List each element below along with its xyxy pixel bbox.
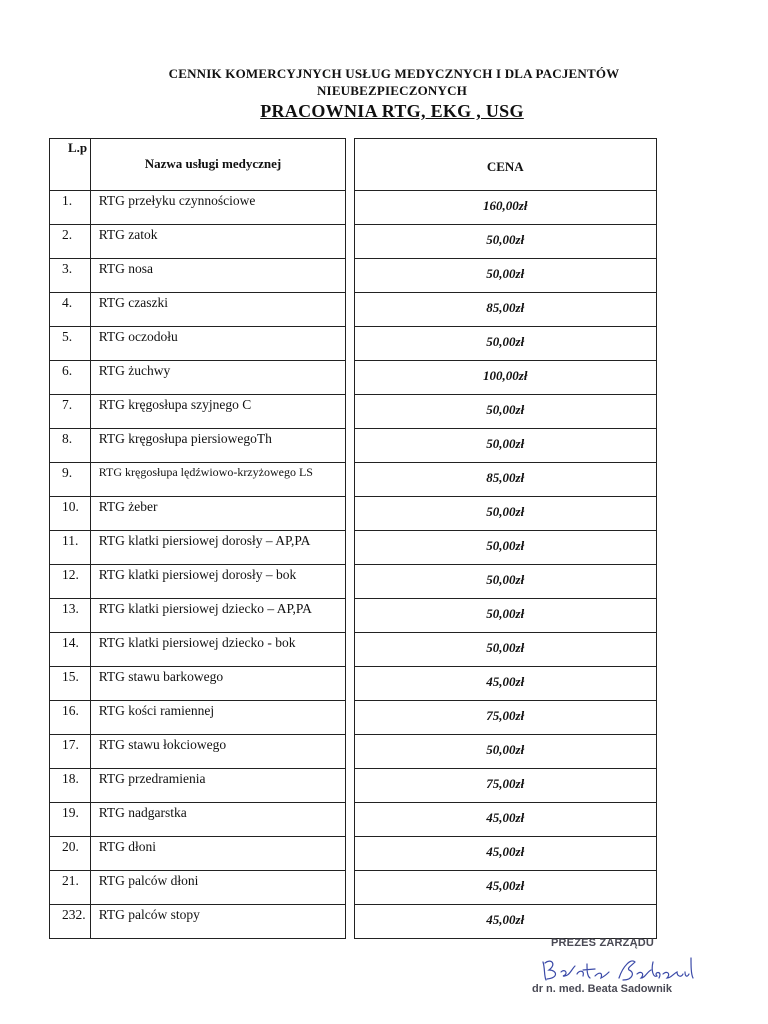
column-divider bbox=[346, 531, 354, 565]
table-row bbox=[50, 293, 657, 327]
service-name: RTG palców stopy bbox=[90, 905, 346, 939]
column-divider bbox=[346, 769, 354, 803]
service-price: 50,00zł bbox=[354, 259, 657, 293]
service-name: RTG dłoni bbox=[90, 837, 346, 871]
signature-stamp: dr n. med. Beata Sadownik bbox=[532, 983, 672, 995]
table-row bbox=[50, 769, 657, 803]
service-price: 50,00zł bbox=[354, 429, 657, 463]
row-number: 12. bbox=[50, 565, 91, 599]
table-row bbox=[50, 531, 657, 565]
service-price: 50,00zł bbox=[354, 497, 657, 531]
service-price: 160,00zł bbox=[354, 191, 657, 225]
service-name: RTG palców dłoni bbox=[90, 871, 346, 905]
column-header-service-name: Nazwa usługi medycznej bbox=[90, 139, 346, 191]
row-number: 5. bbox=[50, 327, 91, 361]
service-name: RTG stawu łokciowego bbox=[90, 735, 346, 769]
service-price: 45,00zł bbox=[354, 837, 657, 871]
service-price: 45,00zł bbox=[354, 871, 657, 905]
column-header-lp: L.p bbox=[50, 139, 91, 191]
service-name: RTG kręgosłupa szyjnego C bbox=[90, 395, 346, 429]
table-row bbox=[50, 735, 657, 769]
table-row bbox=[50, 599, 657, 633]
service-name: RTG nosa bbox=[90, 259, 346, 293]
service-price: 75,00zł bbox=[354, 769, 657, 803]
table-row bbox=[50, 429, 657, 463]
row-number: 6. bbox=[50, 361, 91, 395]
column-divider bbox=[346, 395, 354, 429]
service-name: RTG klatki piersiowej dziecko – AP,PA bbox=[90, 599, 346, 633]
column-divider bbox=[346, 667, 354, 701]
column-divider bbox=[346, 871, 354, 905]
column-divider bbox=[346, 327, 354, 361]
table-row bbox=[50, 327, 657, 361]
column-divider bbox=[346, 837, 354, 871]
service-name: RTG zatok bbox=[90, 225, 346, 259]
service-name: RTG kręgosłupa piersiowegoTh bbox=[90, 429, 346, 463]
department-title: PRACOWNIA RTG, EKG , USG bbox=[260, 101, 524, 121]
column-divider bbox=[346, 191, 354, 225]
service-price: 50,00zł bbox=[354, 599, 657, 633]
column-divider bbox=[346, 599, 354, 633]
row-number: 4. bbox=[50, 293, 91, 327]
table-row bbox=[50, 837, 657, 871]
table-row bbox=[50, 803, 657, 837]
table-row bbox=[50, 565, 657, 599]
column-divider bbox=[346, 633, 354, 667]
row-number: 11. bbox=[50, 531, 91, 565]
service-price: 45,00zł bbox=[354, 667, 657, 701]
column-divider bbox=[346, 293, 354, 327]
row-number: 3. bbox=[50, 259, 91, 293]
service-price: 85,00zł bbox=[354, 463, 657, 497]
row-number: 232. bbox=[50, 905, 91, 939]
service-price: 45,00zł bbox=[354, 905, 657, 939]
service-price: 50,00zł bbox=[354, 735, 657, 769]
column-divider bbox=[346, 361, 354, 395]
service-name: RTG oczodołu bbox=[90, 327, 346, 361]
column-divider bbox=[346, 497, 354, 531]
table-row bbox=[50, 871, 657, 905]
row-number: 1. bbox=[50, 191, 91, 225]
table-row bbox=[50, 225, 657, 259]
service-price: 50,00zł bbox=[354, 565, 657, 599]
table-row bbox=[50, 633, 657, 667]
signature-title: PREZES ZARZĄDU bbox=[551, 937, 655, 949]
column-divider bbox=[346, 259, 354, 293]
column-divider bbox=[346, 565, 354, 599]
table-row bbox=[50, 361, 657, 395]
table-row bbox=[50, 259, 657, 293]
service-name: RTG klatki piersiowej dziecko - bok bbox=[90, 633, 346, 667]
column-divider bbox=[346, 701, 354, 735]
pricelist-heading: CENNIK KOMERCYJNYCH USŁUG MEDYCZNYCH I DLA PACJENTÓW bbox=[168, 66, 620, 81]
service-name: RTG żuchwy bbox=[90, 361, 346, 395]
service-name: RTG kości ramiennej bbox=[90, 701, 346, 735]
service-price: 50,00zł bbox=[354, 327, 657, 361]
service-price: 50,00zł bbox=[354, 225, 657, 259]
row-number: 7. bbox=[50, 395, 91, 429]
service-price: 75,00zł bbox=[354, 701, 657, 735]
column-divider bbox=[346, 139, 354, 191]
service-name: RTG stawu barkowego bbox=[90, 667, 346, 701]
service-name: RTG klatki piersiowej dorosły – bok bbox=[90, 565, 346, 599]
row-number: 10. bbox=[50, 497, 91, 531]
service-price: 50,00zł bbox=[354, 395, 657, 429]
service-name: RTG czaszki bbox=[90, 293, 346, 327]
row-number: 18. bbox=[50, 769, 91, 803]
service-price: 50,00zł bbox=[354, 633, 657, 667]
column-divider bbox=[346, 803, 354, 837]
column-divider bbox=[346, 905, 354, 939]
service-name: RTG nadgarstka bbox=[90, 803, 346, 837]
price-table bbox=[49, 138, 657, 939]
row-number: 17. bbox=[50, 735, 91, 769]
column-header-price: CENA bbox=[354, 139, 657, 191]
row-number: 21. bbox=[50, 871, 91, 905]
service-name: RTG klatki piersiowej dorosły – AP,PA bbox=[90, 531, 346, 565]
row-number: 8. bbox=[50, 429, 91, 463]
table-row bbox=[50, 395, 657, 429]
row-number: 20. bbox=[50, 837, 91, 871]
service-name: RTG przedramienia bbox=[90, 769, 346, 803]
table-row bbox=[50, 463, 657, 497]
row-number: 13. bbox=[50, 599, 91, 633]
handwritten-signature bbox=[535, 948, 700, 988]
service-price: 100,00zł bbox=[354, 361, 657, 395]
service-name: RTG kręgosłupa lędźwiowo-krzyżowego LS bbox=[90, 463, 346, 497]
row-number: 15. bbox=[50, 667, 91, 701]
row-number: 19. bbox=[50, 803, 91, 837]
service-price: 85,00zł bbox=[354, 293, 657, 327]
column-divider bbox=[346, 735, 354, 769]
table-row bbox=[50, 905, 657, 939]
table-row bbox=[50, 667, 657, 701]
pricelist-subheading: NIEUBEZPIECZONYCH bbox=[316, 83, 468, 98]
column-divider bbox=[346, 429, 354, 463]
service-name: RTG żeber bbox=[90, 497, 346, 531]
table-row bbox=[50, 701, 657, 735]
column-divider bbox=[346, 225, 354, 259]
table-row bbox=[50, 497, 657, 531]
column-divider bbox=[346, 463, 354, 497]
service-price: 45,00zł bbox=[354, 803, 657, 837]
service-price: 50,00zł bbox=[354, 531, 657, 565]
row-number: 16. bbox=[50, 701, 91, 735]
row-number: 9. bbox=[50, 463, 91, 497]
service-name: RTG przełyku czynnościowe bbox=[90, 191, 346, 225]
row-number: 2. bbox=[50, 225, 91, 259]
table-header-row bbox=[50, 139, 657, 191]
table-row bbox=[50, 191, 657, 225]
row-number: 14. bbox=[50, 633, 91, 667]
